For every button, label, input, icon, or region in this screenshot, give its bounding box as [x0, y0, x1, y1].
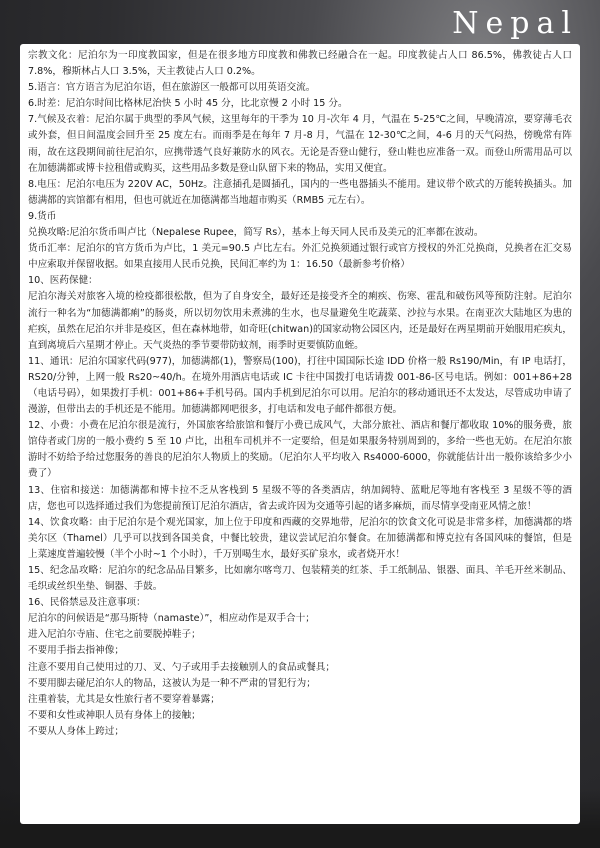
paragraph-religion: 宗教文化：尼泊尔为一印度教国家，但是在很多地方印度教和佛教已经融合在一起。印度教徒占人口 86.5%，佛教徒占人口 7.8%，穆斯林占人口 3.5%，天主教徒占人口 0.2%。 [28, 50, 572, 78]
list-item: 不要用手指去指神像； [28, 645, 124, 657]
list-item: 不要用脚去碰尼泊尔人的物品，这被认为是一种不严肃的冒犯行为； [28, 677, 316, 689]
paragraph-voltage: 8.电压：尼泊尔电压为 220V AC，50Hz。注意插孔是圆插孔，国内的一些电器插头不能用。建议带个欧式的万能转换插头。加德满都的宾馆都有相用，但也可就近在加德满都当地超市购买（RMB5 元左右）。 [28, 178, 572, 206]
paragraph-exchange-tips: 兑换攻略:尼泊尔货币叫卢比（Nepalese Rupee，简写 Rs），基本上每天同人民币及美元的汇率都在波动。 [28, 227, 484, 239]
paragraph-souvenirs: 15、纪念品攻略：尼泊尔的纪念品品目繁多，比如廓尔喀弯刀、包装精美的红茶、手工纸制品、银器、面具、羊毛开丝米制品、毛织或丝织坐垫、铜器、手鼓。 [28, 565, 572, 593]
paragraph-communication: 11、通讯：尼泊尔国家代码(977)，加德满都(1)，警察局(100)，打往中国国际长途 IDD 价格一般 Rs190/Min，有 IP 电话打，RS20/分钟，上网一般 Rs20~40/h。在境外用酒店电话或 IC 卡往中国拨打电话请拨 001-86-区号电话。例如：001+86+28（电话号码），如果拨打手机：001+86+手机号码。国内手机到尼泊尔可以用。尼泊尔的移动通讯还不太发达，尽管成功申请了漫游，但带出去的手机还是不能用。加德满都网吧很多，打电话和发电子邮件都很方便。 [28, 355, 572, 416]
paragraph-climate: 7.气候及衣着：尼泊尔属于典型的季风气候，这里每年的干季为 10 月-次年 4 月，气温在 5-25℃之间，早晚清凉，要穿薄毛衣或外套，但日间温度会回升至 25 度左右。而雨季是在每年 7 月-8 月，气温在 12-30℃之间，4-6 月的天气闷热，傍晚常有阵雨，故在这段期间前往尼泊尔，应携带透气良好兼防水的风衣。无论是否登山健行，登山鞋也应准备一双。而登山所需用品可以在加德满都或博卡拉租借或购买，这些用品多数是登山队留下来的物品，实用又便宜。 [28, 114, 572, 174]
paragraph-accommodation: 13、住宿和接送：加德满都和博卡拉不乏从客栈到 5 星级不等的各类酒店，纳加阔特、蓝毗尼等地有客栈至 3 星级不等的酒店，您也可以选择通过我们为您提前预订尼泊尔酒店，省去或许因为交通等引起的诸多麻烦，而尽情享受南亚风情之旅！ [28, 484, 572, 512]
list-item: 注重着装，尤其是女性旅行者不要穿着暴露； [28, 693, 220, 705]
list-item: 尼泊尔的问候语是“那马斯特（namaste）”，相应动作是双手合十； [28, 613, 315, 625]
paragraph-language: 5.语言：官方语言为尼泊尔语，但在旅游区一般都可以用英语交流。 [28, 82, 316, 94]
paragraph-health: 尼泊尔海关对旅客入境的检疫都很松散，但为了自身安全，最好还是接受齐全的痢疾、伤寒、霍乱和破伤风等预防注射。尼泊尔流行一种名为“加德满都痢”的肠炎，所以切勿饮用未煮沸的生水，也尽量避免生吃蔬菜、沙拉与水果。在南亚次大陆地区为患的疟疾，虽然在尼泊尔并非是疫区，但在森林地带，如奇旺(chitwan)的国家动物公园区内，还是最好在两星期前开始服用疟疾丸，直到离境后六星期才停止。天气炎热的季节要带防蚊剂，雨季时更要慎防血蛭。 [28, 291, 572, 351]
paragraph-food: 14、饮食攻略：由于尼泊尔是个观光国家，加上位于印度和西藏的交界地带，尼泊尔的饮食文化可说是非常多样，加德满都的塔美尔区（Thamel）几乎可以找到各国美食，中餐比较贵，建议尝试尼泊尔餐食。在加德满都和博克拉有各国风味的餐馆，但是上菜速度普遍较慢（半个小时~1 个小时），千万别喝生水，最好买矿泉水，或者烧开水！ [28, 516, 572, 560]
list-item: 不要从人身体上跨过； [28, 725, 124, 737]
paragraph-exchange-rate: 货币汇率：尼泊尔的官方货币为卢比，1 美元=90.5 卢比左右。外汇兑换须通过银行或官方授权的外汇兑换商，兑换者在汇交易中应索取并保留收据。如果直接用人民币兑换，民间汇率约为 1：16.50（最新参考价格） [28, 243, 572, 271]
page-title: Nepal [452, 6, 578, 41]
paragraph-tipping: 12、小费：小费在尼泊尔很是流行，外国旅客给旅馆和餐厅小费已成风气，大部分旅社、酒店和餐厅都收取 10%的服务费，旅馆侍者或门房的一般小费约 5 至 10 卢比，出租车司机并不一定要给，但是如果服务特别周到的，多给一些也无妨。在尼泊尔旅游时不妨给予给过您服务的善良的尼泊尔人物质上的奖励。（尼泊尔人平均收入 Rs4000-6000，你就能估计出一般你该给多少小费了） [28, 420, 572, 480]
heading-customs: 16、民俗禁忌及注意事项： [28, 597, 146, 609]
list-item: 不要和女性或神职人员有身体上的接触； [28, 709, 201, 721]
content-card [20, 44, 580, 824]
list-item: 注意不要用自己使用过的刀、叉、勺子或用手去接触别人的食品或餐具； [28, 661, 335, 673]
paragraph-time-difference: 6.时差：尼泊尔时间比格林尼治快 5 小时 45 分，比北京慢 2 小时 15 分。 [28, 98, 348, 110]
heading-currency: 9.货币 [28, 210, 57, 222]
list-item: 进入尼泊尔寺庙、住宅之前要脱掉鞋子； [28, 629, 201, 641]
heading-health: 10、医药保健： [28, 275, 98, 287]
